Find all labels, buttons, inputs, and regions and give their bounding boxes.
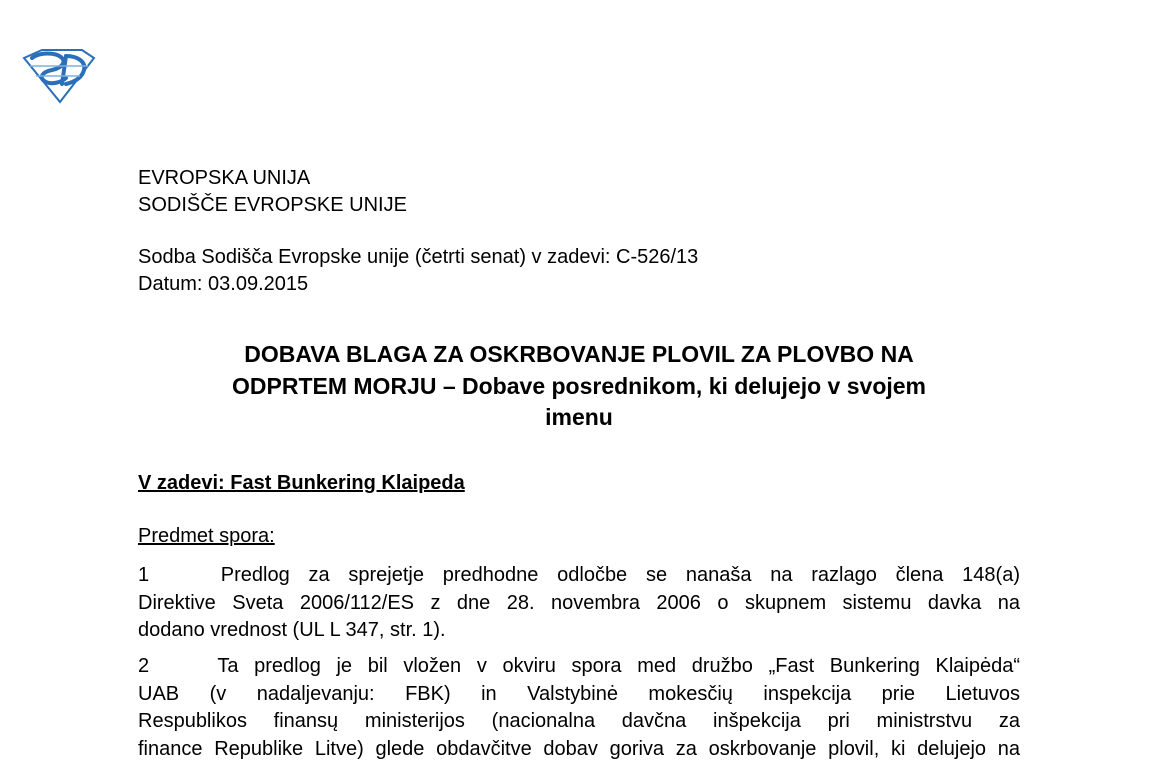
title-line-3: imenu [545, 404, 613, 430]
title-line-2: ODPRTEM MORJU – Dobave posrednikom, ki delujejo v svojem [232, 372, 926, 399]
paragraph-line: finance Republike Litve) glede obdavčitve dobav goriva za oskrbovanje plovil, ki delujejo na [138, 737, 1020, 760]
predmet-label: Predmet spora: [138, 525, 275, 547]
header-eu: EVROPSKA UNIJA [138, 167, 311, 189]
paragraph-number: 1 [138, 564, 150, 586]
paragraph-line: UAB (v nadaljevanju: FBK) in Valstybinė mokesčių inspekcija prie Lietuvos [138, 682, 1020, 705]
case-subject: V zadevi: Fast Bunkering Klaipeda [138, 472, 465, 494]
header-court: SODIŠČE EVROPSKE UNIJE [138, 194, 407, 216]
judgment-date: Datum: 03.09.2015 [138, 273, 309, 295]
court-logo [22, 48, 96, 104]
paragraph-1 [138, 562, 1020, 645]
judgment-reference: Sodba Sodišča Evropske unije (četrti senat) v zadevi: C-526/13 [138, 246, 699, 268]
document-title [138, 339, 1020, 434]
paragraph-text: Predlog za sprejetje predhodne odločbe se nanaša na razlago člena 148(a) [220, 564, 1020, 586]
paragraph-line: Respublikos finansų ministerijos (nacionalna davčna inšpekcija pri ministrstvu za [138, 710, 1020, 732]
paragraph-number: 2 [138, 655, 150, 677]
paragraph-line [138, 562, 1020, 590]
paragraph-line [138, 653, 1020, 681]
paragraph-2 [138, 653, 1021, 760]
title-line-1: DOBAVA BLAGA ZA OSKRBOVANJE PLOVIL ZA PLOVBO NA [244, 341, 914, 367]
paragraph-text: Ta predlog je bil vložen v okviru spora med družbo „Fast Bunkering Klaipėda“ [217, 655, 1021, 677]
paragraph-line: Direktive Sveta 2006/112/ES z dne 28. novembra 2006 o skupnem sistemu davka na [138, 591, 1020, 614]
paragraph-line: dodano vrednost (UL L 347, str. 1). [138, 619, 446, 641]
